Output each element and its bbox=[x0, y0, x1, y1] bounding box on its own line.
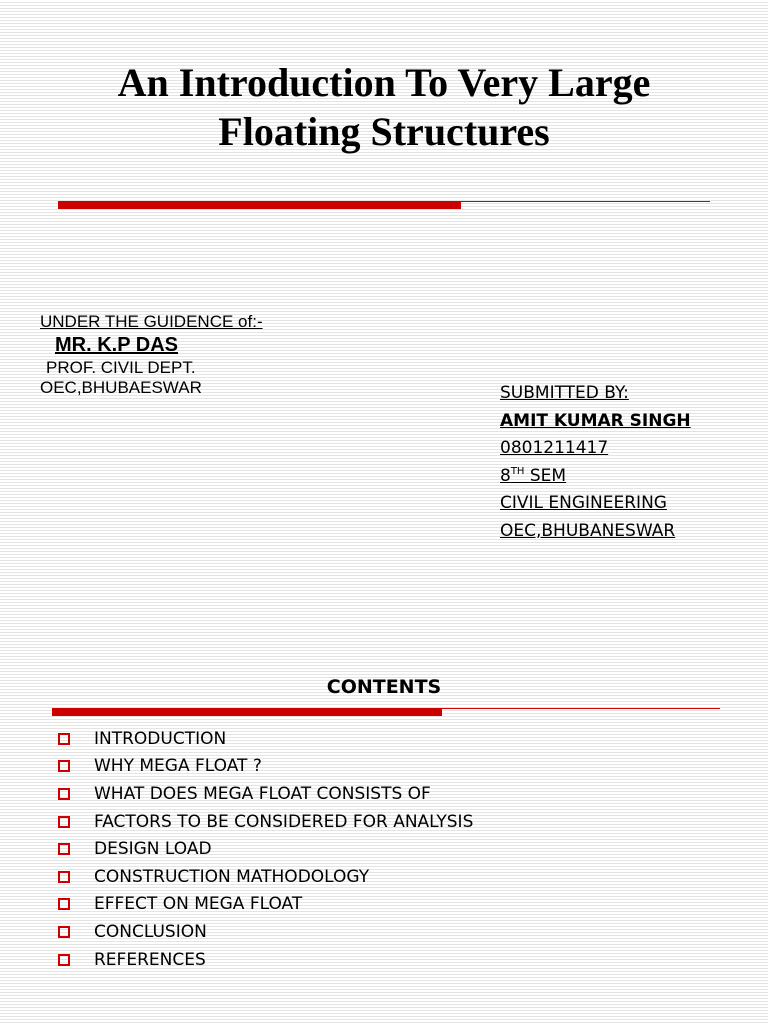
contents-item bbox=[58, 780, 473, 808]
hollow-square-bullet-icon bbox=[58, 760, 70, 772]
submitted-label: SUBMITTED BY: bbox=[500, 383, 629, 403]
guide-designation: PROF. CIVIL DEPT. bbox=[46, 358, 196, 377]
contents-item-label: REFERENCES bbox=[94, 949, 206, 970]
semester bbox=[500, 463, 760, 491]
contents-item-label: DESIGN LOAD bbox=[94, 839, 212, 860]
title-line-2: Floating Structures bbox=[218, 109, 550, 154]
contents-item-label: WHY MEGA FLOAT ? bbox=[94, 756, 262, 777]
contents-item-label: WHAT DOES MEGA FLOAT CONSISTS OF bbox=[94, 783, 431, 804]
student-name: AMIT KUMAR SINGH bbox=[500, 410, 691, 431]
contents-divider-thick bbox=[52, 708, 442, 716]
title-divider-thick bbox=[58, 201, 461, 209]
contents-item-label: EFFECT ON MEGA FLOAT bbox=[94, 894, 303, 915]
contents-item bbox=[58, 725, 473, 753]
page-title bbox=[0, 58, 768, 156]
hollow-square-bullet-icon bbox=[58, 816, 70, 828]
contents-item bbox=[58, 863, 473, 891]
guide-institute: OEC,BHUBAESWAR bbox=[40, 378, 202, 397]
hollow-square-bullet-icon bbox=[58, 954, 70, 966]
semester-number: 8 bbox=[500, 465, 511, 486]
contents-item-label: CONSTRUCTION MATHODOLOGY bbox=[94, 866, 370, 887]
contents-item bbox=[58, 835, 473, 863]
contents-item bbox=[58, 808, 473, 836]
hollow-square-bullet-icon bbox=[58, 926, 70, 938]
branch: CIVIL ENGINEERING bbox=[500, 493, 667, 513]
contents-item-label: FACTORS TO BE CONSIDERED FOR ANALYSIS bbox=[94, 811, 474, 832]
hollow-square-bullet-icon bbox=[58, 871, 70, 883]
guidance-block bbox=[40, 312, 360, 398]
hollow-square-bullet-icon bbox=[58, 788, 70, 800]
guidance-label: UNDER THE GUIDENCE of:- bbox=[40, 312, 263, 331]
student-institute: OEC,BHUBANESWAR bbox=[500, 520, 676, 541]
semester-word: SEM bbox=[529, 465, 567, 486]
contents-item bbox=[58, 918, 473, 946]
contents-heading: CONTENTS bbox=[326, 676, 442, 698]
contents-item-label: INTRODUCTION bbox=[94, 728, 227, 749]
contents-item-label: CONCLUSION bbox=[94, 921, 207, 942]
contents-slide bbox=[0, 655, 768, 1024]
hollow-square-bullet-icon bbox=[58, 898, 70, 910]
contents-item bbox=[58, 891, 473, 919]
title-divider-thin bbox=[461, 201, 710, 202]
roll-number: 0801211417 bbox=[500, 438, 609, 458]
semester-suffix: TH bbox=[510, 465, 525, 477]
hollow-square-bullet-icon bbox=[58, 733, 70, 745]
submitted-by-block bbox=[500, 380, 760, 545]
contents-item bbox=[58, 946, 473, 974]
hollow-square-bullet-icon bbox=[58, 843, 70, 855]
guide-name: MR. K.P DAS bbox=[55, 334, 178, 356]
contents-divider-thin bbox=[442, 708, 720, 709]
title-line-1: An Introduction To Very Large bbox=[117, 60, 651, 105]
contents-list bbox=[58, 725, 473, 973]
contents-item bbox=[58, 753, 473, 781]
